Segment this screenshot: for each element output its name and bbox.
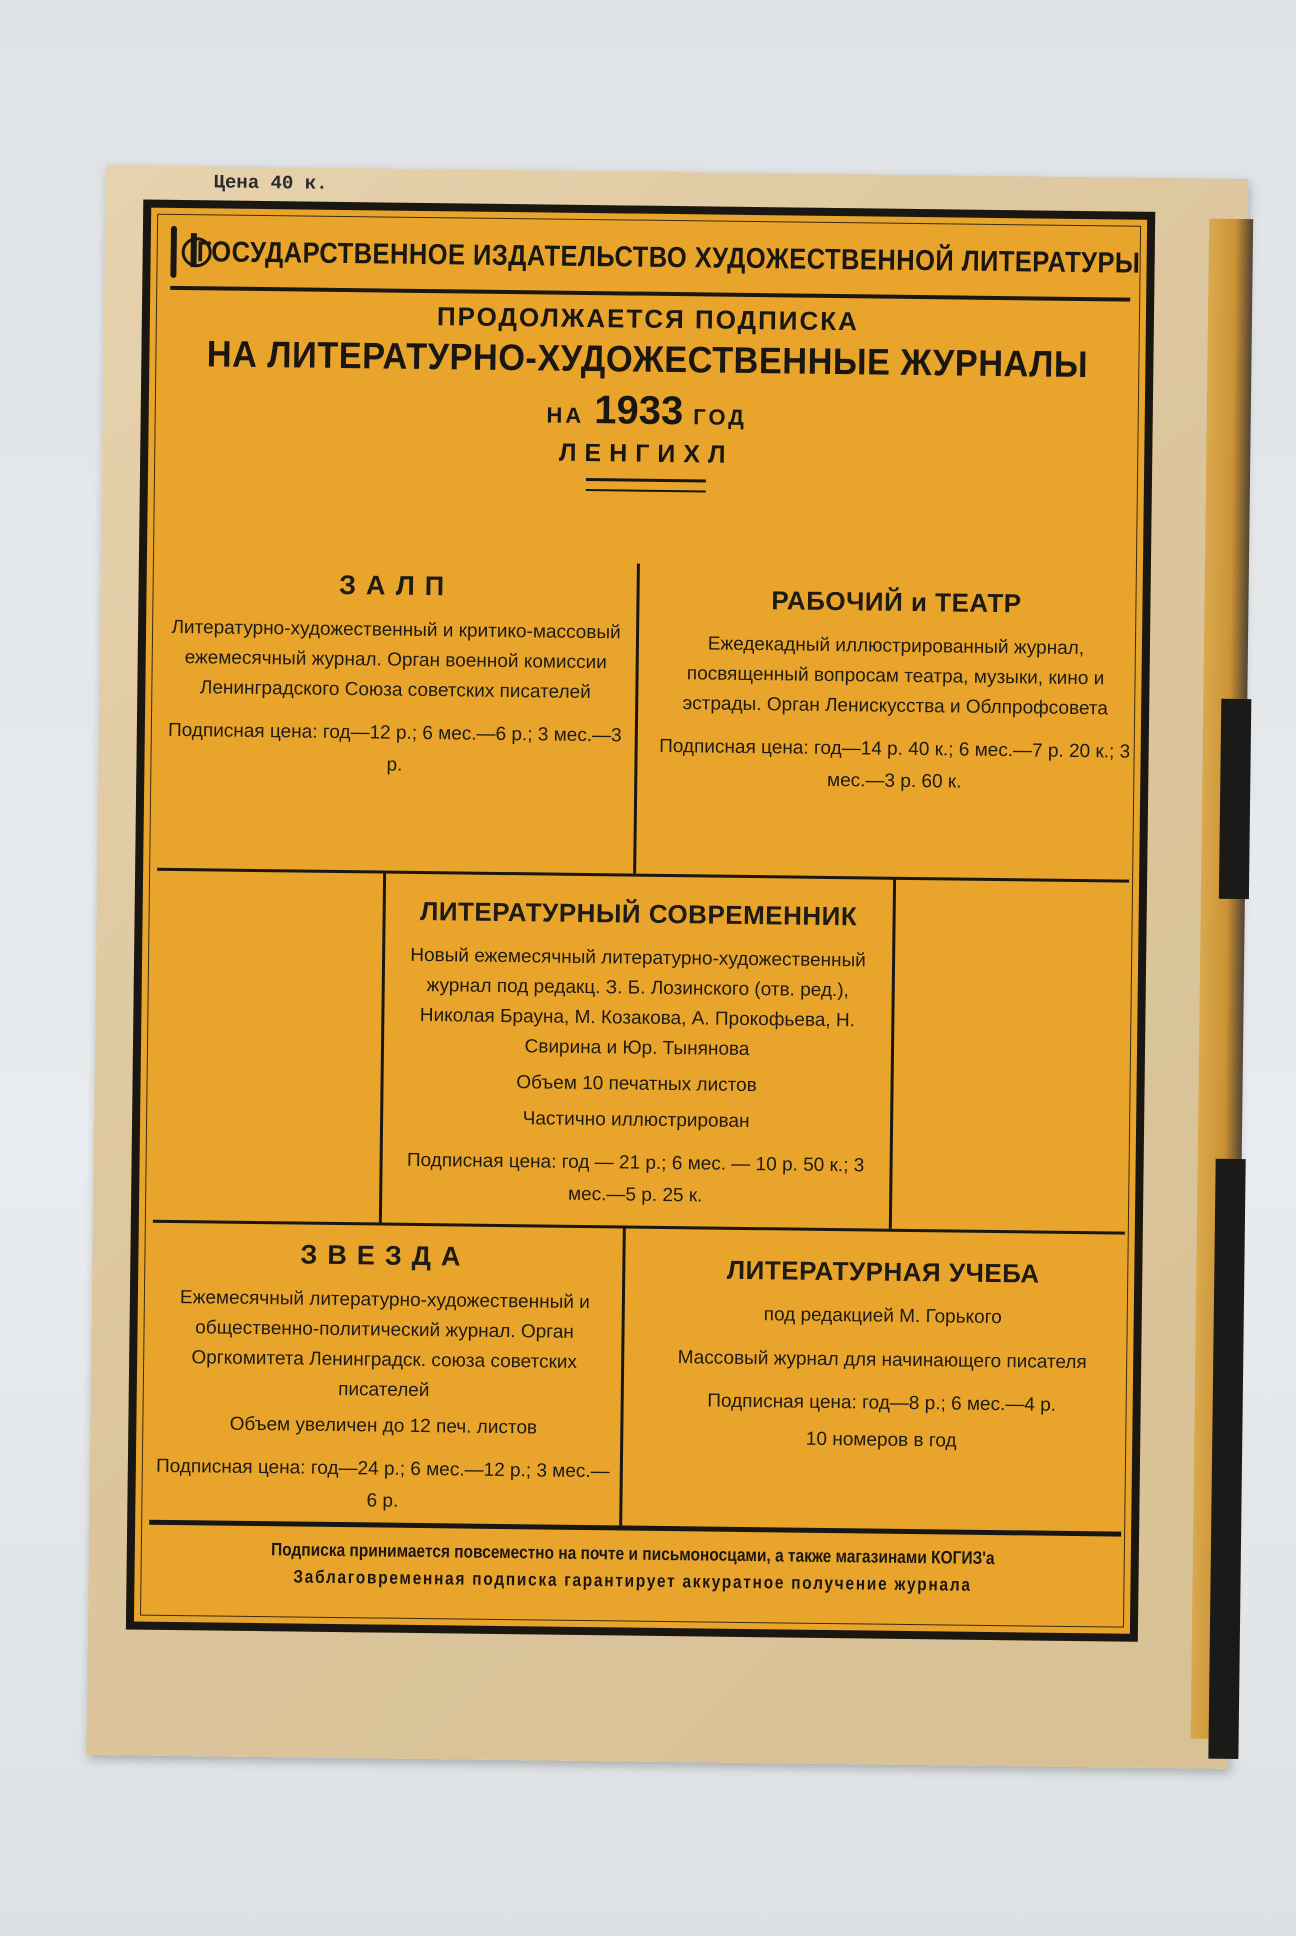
journal-description: Новый ежемесячный литературно-художественный журнал под редакц. З. Б. Лозинского (отв. ред.), Николая Брауна, М. Козакова, А. Прокофьева, Н. Свирина и Юр. Тынянова — [410, 944, 866, 1061]
magazine-back-cover — [86, 165, 1247, 1769]
publisher-logo-icon — [170, 226, 177, 278]
journal-price: Подписная цена: год—12 р.; 6 мес.—6 р.; 3 мес.—3 р. — [167, 719, 622, 776]
journal-title: ЛИТЕРАТУРНАЯ УЧЕБА — [726, 1254, 1040, 1289]
journal-price: Подписная цена: год — 21 р.; 6 мес. — 10 р. 50 к.; 3 мес.—5 р. 25 к. — [406, 1149, 865, 1207]
journal-rabochiy-teatr — [654, 584, 1137, 801]
subscription-footer — [148, 1526, 1117, 1620]
journal-description: Массовый журнал для начинающего писателя — [677, 1347, 1087, 1374]
subscription-header — [148, 298, 1146, 498]
header-year-suffix: ГОД — [693, 404, 748, 430]
journal-volume: Объем 10 печатных листов — [516, 1072, 757, 1097]
journal-description: Ежемесячный литературно-художественный и общественно-политический журнал. Орган Оргкомитета Ленинградск. союза советских писателей — [179, 1287, 590, 1402]
journal-title: ЛИТЕРАТУРНЫЙ СОВРЕМЕННИК — [419, 895, 858, 932]
journal-title: ЗВЕЗДА — [300, 1239, 471, 1272]
journal-description: Литературно-художественный и критико-массовый ежемесячный журнал. Орган военной комиссии Ленинградского Союза советских писателей — [171, 616, 621, 704]
price-label: Цена 40 к. — [213, 171, 328, 195]
journal-price: Подписная цена: год—8 р.; 6 мес.—4 р. — [707, 1390, 1057, 1416]
header-line2: НА ЛИТЕРАТУРНО-ХУДОЖЕСТВЕННЫЕ ЖУРНАЛЫ — [206, 333, 1089, 386]
journal-volume: Объем увеличен до 12 печ. листов — [229, 1413, 538, 1439]
footer-line1: Подписка принимается повсеместно на почте и письмоносцами, а также магазинами КОГИЗ'а — [271, 1539, 995, 1569]
header-year-prefix: НА — [546, 402, 585, 428]
journal-title: РАБОЧИЙ и ТЕАТР — [771, 585, 1022, 619]
journal-title: ЗАЛП — [338, 569, 455, 602]
journal-zalp — [164, 568, 627, 785]
paper-edge-shadow — [1219, 699, 1251, 899]
header-year: 1933 — [594, 388, 684, 434]
advert-frame — [126, 200, 1155, 1642]
journal-literaturnaya-ucheba — [636, 1254, 1128, 1459]
journal-price: Подписная цена: год—24 р.; 6 мес.—12 р.; 3 мес.—6 р. — [155, 1455, 610, 1512]
journal-price: Подписная цена: год—14 р. 40 к.; 6 мес.—7 р. 20 к.; 3 мес.—3 р. 60 к. — [659, 735, 1131, 793]
header-line1: ПРОДОЛЖАЕТСЯ ПОДПИСКА — [436, 301, 860, 337]
journal-description: Ежедекадный иллюстрированный журнал, посвященный вопросам театра, музыки, кино и эстрады. Орган Лениcкусства и Облпрофсовета — [682, 633, 1109, 720]
journal-zvezda — [155, 1238, 612, 1521]
paper-edge-shadow — [1208, 1159, 1245, 1759]
publisher-banner — [170, 218, 1141, 302]
journal-illustrated: Частично иллюстрирован — [522, 1108, 750, 1133]
header-year-line — [149, 383, 1145, 440]
journal-editor: под редакцией М. Горького — [763, 1304, 1002, 1329]
publisher-name: ГОСУДАРСТВЕННОЕ ИЗДАТЕЛЬСТВО ХУДОЖЕСТВЕННОЙ ЛИТЕРАТУРЫ — [196, 235, 1141, 280]
header-ornament — [586, 478, 706, 492]
footer-line2: Заблаговременная подписка гарантирует аккуратное получение журнала — [293, 1566, 972, 1595]
header-publisher-short: ЛЕНГИХЛ — [558, 438, 734, 469]
journal-issues: 10 номеров в год — [805, 1428, 957, 1452]
journal-literaturny-sovremennik — [395, 896, 879, 1215]
